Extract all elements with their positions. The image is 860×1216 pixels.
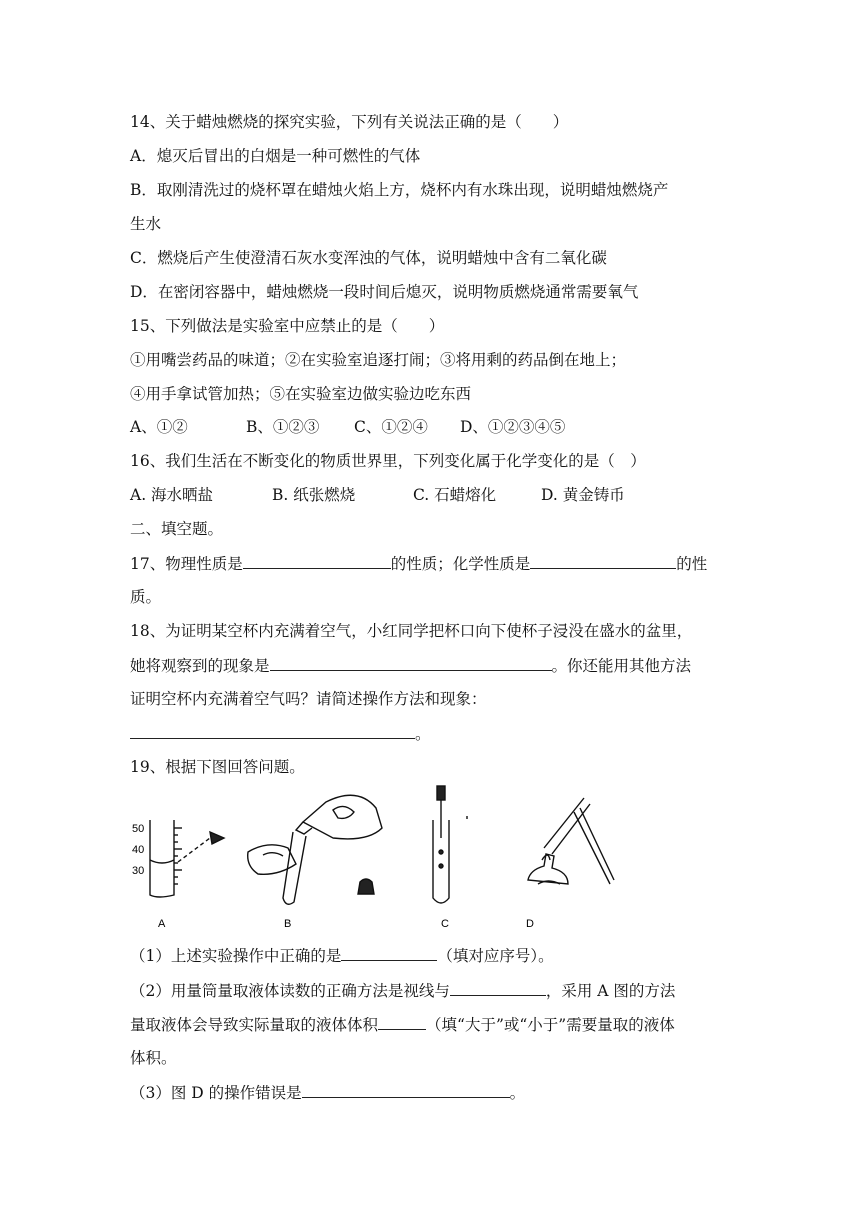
figure-c-dropper: [433, 786, 467, 903]
q17-text-3: 的性: [676, 555, 708, 573]
q15-stem: 15、下列做法是实验室中应禁止的是（ ）: [130, 317, 445, 335]
q19-part3-blank: [302, 1082, 510, 1098]
q14-option-d: D．在密闭容器中，蜡烛燃烧一段时间后熄灭，说明物质燃烧通常需要氧气: [130, 283, 639, 301]
q15-option-b: B、①②③: [246, 418, 320, 436]
section-heading: 二、填空题。: [130, 520, 224, 538]
q17-blank-2: [530, 553, 676, 569]
q18-blank-2: [130, 723, 415, 739]
q19-part2-blank-2: [378, 1014, 426, 1030]
figure-label-a: A: [158, 918, 166, 930]
q19-part1-text: （1）上述实验操作中正确的是: [130, 947, 342, 965]
q17-text-2: 的性质；化学性质是: [390, 555, 531, 573]
figure-a-cylinder: [150, 820, 224, 897]
q17-text-1: 17、物理性质是: [130, 555, 243, 573]
q19-part2-line1: [130, 980, 675, 1001]
q19-part2-text-2: ，采用 A 图的方法: [545, 982, 676, 1000]
q19-part1-hint: （填对应序号）。: [437, 947, 554, 965]
q18-text-3: 。: [415, 725, 431, 743]
figure-d-heating: [528, 798, 614, 884]
q14-stem: 14、关于蜡烛燃烧的探究实验，下列有关说法正确的是（ ）: [130, 113, 569, 131]
q19-part3-end: 。: [509, 1084, 526, 1102]
q15-items-2: ④用手拿试管加热；⑤在实验室边做实验边吃东西: [130, 385, 472, 403]
experiment-figure: [128, 780, 628, 935]
q19-part2-line2: [130, 1014, 675, 1035]
q15-option-a: A、①②: [130, 418, 188, 436]
q16-option-a: A. 海水晒盐: [130, 486, 214, 504]
q19-stem: 19、根据下图回答问题。: [130, 758, 305, 776]
figure-a-scale-30: 30: [132, 865, 145, 877]
q17-blank-1: [243, 553, 391, 569]
q18-text-1: 她将观察到的现象是: [130, 657, 270, 675]
q16-option-d: D. 黄金铸币: [541, 486, 625, 504]
q18-line1: 18、为证明某空杯内充满着空气，小红同学把杯口向下使杯子浸没在盛水的盆里，: [130, 622, 693, 640]
q18-line2: [130, 655, 691, 676]
q15-items-1: ①用嘴尝药品的味道；②在实验室追逐打闹；③将用剩的药品倒在地上；: [130, 351, 627, 369]
q15-option-c: C、①②④: [354, 418, 428, 436]
q14-option-b: B．取刚清洗过的烧杯罩在蜡烛火焰上方，烧杯内有水珠出现，说明蜡烛燃烧产: [130, 181, 669, 199]
experiment-figure-svg: [128, 780, 628, 935]
figure-label-d: D: [526, 918, 534, 930]
figure-label-b: B: [284, 918, 292, 930]
q19-part1-blank: [341, 945, 437, 961]
q19-part2-text-3: 量取液体会导致实际量取的液体体积: [130, 1016, 379, 1034]
q19-part2-blank-1: [450, 980, 546, 996]
q16-option-b: B. 纸张燃烧: [272, 486, 356, 504]
q14-option-a: A．熄灭后冒出的白烟是一种可燃性的气体: [130, 147, 421, 165]
figure-b-pouring: [248, 795, 382, 904]
q18-text-2: 。你还能用其他方法: [551, 657, 692, 675]
figure-label-c: C: [441, 918, 449, 930]
q15-options: [130, 417, 565, 437]
q17-line1: [130, 553, 707, 574]
figure-a-scale-40: 40: [132, 844, 145, 856]
figure-a-scale-50: 50: [132, 823, 145, 835]
q18-line4: [130, 723, 431, 744]
q16-option-c: C. 石蜡熔化: [413, 486, 497, 504]
q16-options: [130, 485, 625, 505]
q18-line3: 证明空杯内充满着空气吗？请简述操作方法和现象：: [130, 690, 487, 708]
q17-line2: 质。: [130, 588, 162, 606]
q18-blank-1: [270, 655, 552, 671]
q19-part3-text: （3）图 D 的操作错误是: [130, 1084, 302, 1102]
q14-option-c: C．燃烧后产生使澄清石灰水变浑浊的气体，说明蜡烛中含有二氧化碳: [130, 249, 607, 267]
q15-option-d: D、①②③④⑤: [460, 418, 566, 436]
q19-part3: [130, 1082, 525, 1103]
q19-part1: [130, 945, 554, 966]
q19-part2-text-4: （填“大于”或“小于”需要量取的液体: [426, 1016, 675, 1034]
q14-option-b-cont: 生水: [130, 215, 162, 233]
q19-part2-line3: 体积。: [130, 1049, 177, 1067]
q19-part2-text-1: （2）用量筒量取液体读数的正确方法是视线与: [130, 982, 450, 1000]
q16-stem: 16、我们生活在不断变化的物质世界里，下列变化属于化学变化的是（ ）: [130, 452, 646, 470]
